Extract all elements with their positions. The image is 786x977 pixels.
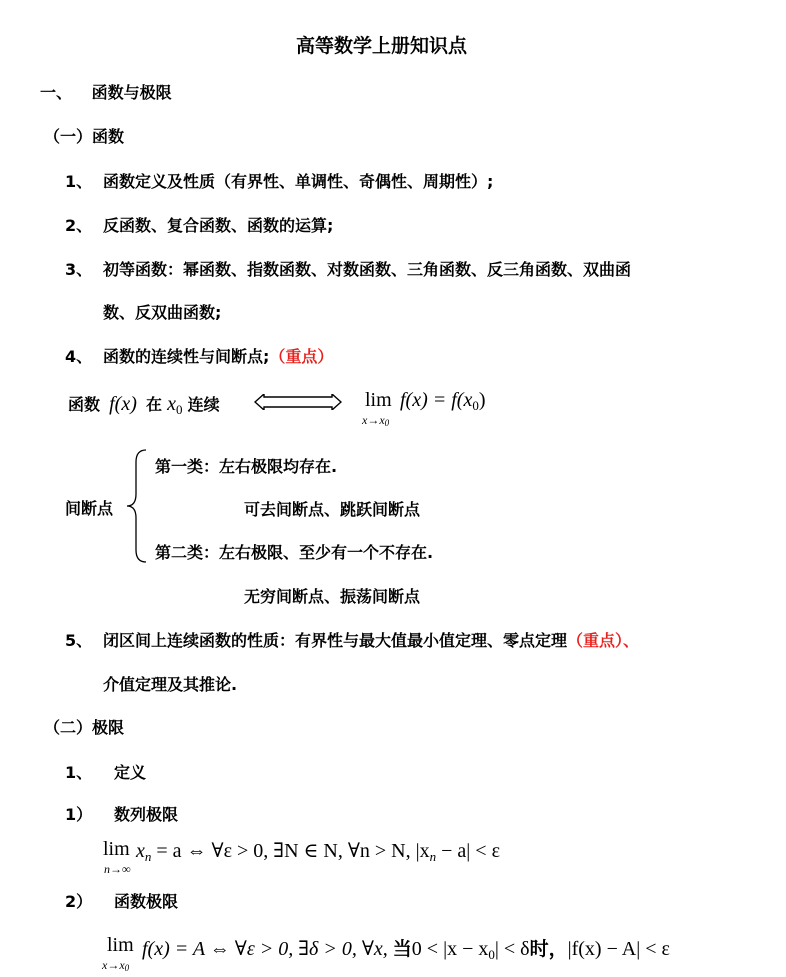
item-3-number: 3、 [65, 260, 93, 279]
sequence-limit-subscript: n→∞ [104, 862, 131, 876]
limit-def-number: 1、 [65, 763, 93, 782]
continuity-formula: 函数 f(x) 在 $x_0$ 连续 [68, 393, 220, 417]
item-3-text: 初等函数：幂函数、指数函数、对数函数、三角函数、反三角函数、双曲函 [103, 260, 632, 279]
section-number: 一、 [40, 83, 73, 102]
key-point-badge: （重点） [269, 347, 334, 366]
item-5-number: 5、 [65, 631, 93, 650]
item-4-text [103, 344, 333, 367]
function-limit-lim: lim [107, 934, 134, 956]
function-limit-label: 函数极限 [114, 892, 179, 911]
continuity-limit: lim [365, 389, 392, 411]
item-5-continuation: 介值定理及其推论. [103, 675, 238, 694]
sequence-limit-number: 1） [65, 805, 93, 824]
key-point-badge: （重点）、 [567, 631, 640, 650]
item-1-number: 1、 [65, 172, 93, 191]
continuity-x0: x [167, 393, 176, 415]
item-1-text: 函数定义及性质（有界性、单调性、奇偶性、周期性）; [103, 172, 494, 191]
item-4-label: 函数的连续性与间断点; [103, 347, 270, 366]
section-title: 函数与极限 [91, 83, 172, 102]
subsection-limits: （二）极限 [44, 718, 125, 737]
continuity-in: 在 [145, 395, 162, 414]
sequence-limit-formula: $x_n = a$ ⇔ ∀ε > 0, ∃N ∈ N, ∀n > N, $|x_n - a| < \varepsilon$ [136, 840, 500, 864]
sequence-limit-label: 数列极限 [114, 805, 179, 824]
function-limit-subscript: x→x0 [102, 958, 130, 973]
item-5-text [103, 628, 639, 651]
continuity-limit-subscript: x→x0 [362, 413, 390, 428]
continuity-fx: f(x) [109, 393, 137, 415]
function-limit-formula: f(x) = A ⇔ ∀ε > 0, ∃δ > 0, ∀x, 当$0 < |x - x_0| < \delta$时，|f(x) − A| < ε [142, 938, 670, 962]
section-heading [40, 80, 172, 103]
item-2-number: 2、 [65, 216, 93, 235]
sequence-limit-lim: lim [103, 838, 130, 860]
discontinuity-label: 间断点 [65, 499, 114, 518]
item-3-continuation: 数、反双曲函数; [103, 303, 222, 322]
function-limit-number: 2） [65, 892, 93, 911]
double-arrow-icon [254, 394, 342, 410]
item-4-number: 4、 [65, 347, 93, 366]
subsection-functions: （一）函数 [44, 127, 125, 146]
continuity-lead: 函数 [68, 395, 101, 414]
left-brace-icon [124, 448, 150, 564]
item-2-text: 反函数、复合函数、函数的运算; [103, 216, 334, 235]
discontinuity-type-1-kinds: 可去间断点、跳跃间断点 [244, 500, 421, 519]
item-5-label: 闭区间上连续函数的性质：有界性与最大值最小值定理、零点定理 [103, 631, 568, 650]
limit-def-label: 定义 [114, 763, 147, 782]
continuity-rhs: $f(x) = f(x_0)$ [400, 389, 486, 413]
page-title: 高等数学上册知识点 [296, 35, 468, 57]
discontinuity-type-2: 第二类：左右极限、至少有一个不存在. [155, 543, 434, 562]
discontinuity-type-2-kinds: 无穷间断点、振荡间断点 [244, 587, 421, 606]
continuity-cont: 连续 [187, 395, 220, 414]
discontinuity-type-1: 第一类：左右极限均存在. [155, 457, 338, 476]
